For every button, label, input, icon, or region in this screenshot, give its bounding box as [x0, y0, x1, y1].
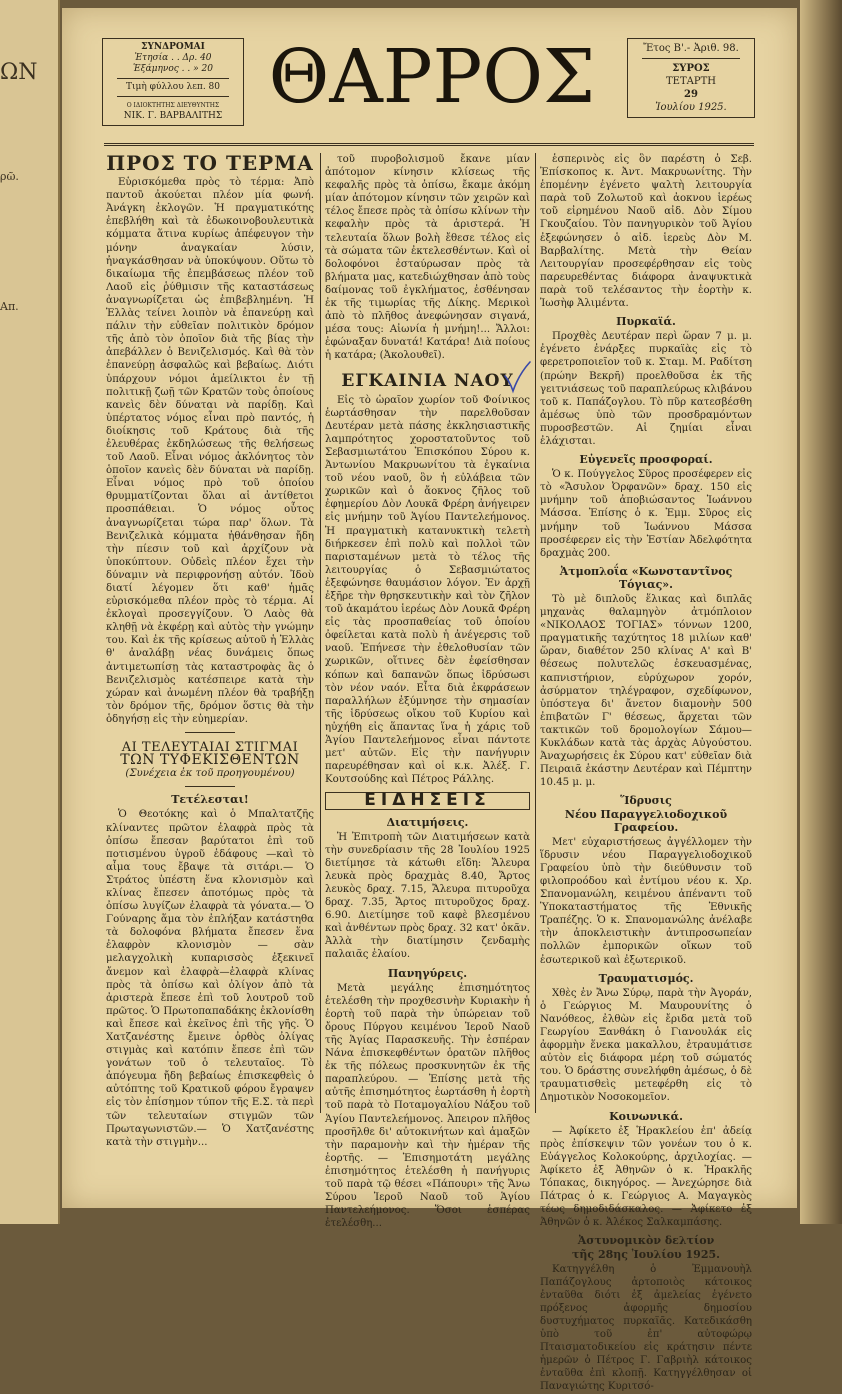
article-body: — Ἀφίκετο ἐξ Ἡρακλείου ἐπ' ἀδείᾳ πρὸς ἐπίσκεψιν τῶν γονέων του ὁ κ. Εὐάγγελος Κολοκούρης, ἀρχιλοχίας. — Ἀφίκετο ἐξ Ἀθηνῶν ὁ κ. Ἠρακλῆς Τόπακας, δικηγόρος. — Ἀνεχώρησε διὰ Πάτρας ὁ κ. Γεώργιος Α. Μαγαγκὸς τέως δημοδιδάσκαλος. — Ἀφίκετο ἐξ Ἀθηνῶν ὁ κ. Ἀλέκος Σαλκαμπάσης.: [540, 1125, 752, 1229]
article-body: Μετὰ μεγάλης ἐπισημότητος ἑτελέσθη τὴν προχθεσινὴν Κυριακὴν ἡ ἑορτὴ τοῦ παρὰ τὴν ὑπώρειαν τοῦ ὄρους Πύργου κειμένου Ἱεροῦ Ναοῦ τῆς Ἁγίας Παρασκευῆς. Τὴν ἑσπέραν Νάνα ἐπισκεφθέντων ὁρατῶν πλῆθος ἐκ τῆς πόλεως προσκυνητῶν ἐκ τῆς παραπλεύρου. — Ἐπίσης μετὰ τῆς αὐτῆς ἐπισημότητος ἑωρτάσθη ἡ ἑορτὴ τοῦ παρὰ τὸ Ποταμογαλίου Νάξου τοῦ Ἁγίου Παντελεήμονος. Ἀπειρον πλῆθος προσῆλθε δι' αὐτοκινήτων καὶ ἁμαξῶν τὴν παραμονὴν καὶ τὴν ἡμέραν τῆς ἑορτῆς. — Ἐπισημοτάτη μεγάλης ἐπισημότητος ἑτελέσθη ἡ πανήγυρις τοῦ παρὰ τῷ θέσει «Πάπουρι» τῆς Ἄνω Σύρου Ἱεροῦ Ναοῦ τοῦ Ἁγίου Παντελεήμονος. Ὅσοι ἑσπέρας ἐτελέσθη...: [325, 982, 530, 1230]
article-body: Ἡ Ἐπιτροπὴ τῶν Διατιμήσεων κατὰ τὴν συνεδρίασιν τῆς 28 Ἰουλίου 1925 διετίμησε τὰ κάτωθι εἴδη: Ἄλευρα λευκὰ πρὸς δραχμὰς 8.40, Ἄρτος λευκὸς δραχ. 7.15, Ἄλευρα πιτυροῦχα δραχ. 7.35, Ἄρτος πιτυροῦχος δραχ. 6.90. Διετίμησε τοῦ καφὲ βλεσμένου καὶ ἀνθέντων πρὸς δραχ. 32 κατ' ὀκᾶν. Ἀλλὰ τὴν διατίμησιν ζενδαμὴς παλαιᾶς ἐλαίου.: [325, 831, 530, 961]
article-body: Ὁ Θεοτόκης καὶ ὁ Μπαλτατζῆς κλίναντες πρῶτον ἐλαφρὰ πρὸς τὰ ὀπίσω ἔπεσαν βαρύτατοι ἐπὶ τοῦ ποτισμένου ὑγροῦ ἐδάφους —καὶ τὸ αἷμα τους ἔβαψε τὰ σιτάρι.— Ὁ Στράτος ὑπέστη ἕνα κλονισμὸν καὶ κλίνας ἔπεσεν ἀποτόμως πρὸς τὰ ὀπίσω λυγίζων ἐλαφρὰ τὰ γόνατα.— Ὁ Γούναρης ἅμα τὸν ἐπλήξαν κατάστηθα τὰ δολοφόνα βλήματα ἔπεσεν ἕνα ἐλαφρὸν κλονισμὸν — σὰν μελαγχολικὴ κυπαρισσὸς ἐξεκινεῖ ἄνεμον καὶ ἐλαφρὰ—ἐλαφρὰ κλίνας πρὸς τὰ ὀπίσω καὶ ὀλίγον ἀπὸ τὰ ἀριστερὰ ἔπεσε ἐπὶ τοῦ λουτροῦ τοῦ πρῶτος. Ὁ Πρωτοπαπαδάκης ἐκλονίσθη καὶ ἔπεσε καὶ ἐκεῖνος ἐπὶ τῆς γῆς. Ὁ Χατζανέστης ἔμεινε ὀρθὸς ὀλίγας στιγμὰς καὶ κατόπιν ἔπεσε ἐπὶ τῶν γονάτων τοῦ ὁ τελευταῖος. Τὸ ἀπόγευμα ἤδη βεβαίως ἐπισκεφθεὶς ὁ αὐτόπτης τοῦ Κρατικοῦ φόρου ἔγραψεν εἰς τὸν ἐπίσημον τύπον τῆς Ε.Σ. τὰ περὶ τῶν τελευταίων στιγμῶν τῶν Πρωταγωνιστῶν.— Ὁ Χατζανέστης κατὰ τὴν στιγμὴν...: [106, 809, 314, 1148]
section-subheading: Διατιμήσεις.: [386, 815, 469, 829]
issue-month-year: Ἰουλίου 1925.: [655, 102, 727, 113]
article-body: Ὁ κ. Πούγγελος Σῦρος προσέφερεν εἰς τὸ «Ἄσυλον Ὀρφανῶν» δραχ. 150 εἰς μνήμην τοῦ ἀποβιώσαντος Ἰωάννου Μάσσα. Ἐπίσης ὁ κ. Ἐμμ. Σῦρος εἰς μνήμην τοῦ Ἰωάννου Μάσσα προσέφερεν εἰς τὴν Ἑστίαν Ἀδελφότητα δραχμὰς 200.: [540, 469, 752, 559]
section-subheading: Πανηγύρεις.: [387, 966, 468, 980]
article-body: Τὸ μὲ διπλοῦς ἕλικας καὶ διπλᾶς μηχανὰς θαλαμηγὸν ἀτμόπλοιον «ΝΙΚΟΛΑΟΣ ΤΟΓΙΑΣ» τόννων 1200, πραγματικῆς ταχύτητος 18 μιλίων καθ' ὥραν, διαθέτον 250 κλίνας Α' καὶ Β' θέσεως πολυτελῶς ἐσκευασμένας, καπνιστήριον, εὐρύχωρον χορόν, ἀσύρματον τηλέγραφον, σχεδίφωνον, ὑπόστεγα δι' ἄνετον διαμονὴν 500 ἐπιβατῶν Γ' θέσεως, ἄρχεται τῶν τακτικῶν τοῦ δρομολογίων Σάμου—Κυκλάδων κατὰ τὰς ἀρχὰς Αὐγούστου. Ἀναχωρήσεις ἐκ Σύρου κατ' εὐθεῖαν διὰ Πειραιᾶ ἑκάστην Δευτέραν καὶ Πέμπτην 10.45 μ. μ.: [540, 594, 752, 789]
article-body: Εἰς τὸ ὡραῖον χωρίον τοῦ Φοίνικος ἑωρτάσθησαν τὴν παρελθοῦσαν Δευτέραν μετὰ πάσης ἐκκλησιαστικῆς λαμπρότητος χοροστατοῦντος τοῦ Σεβασμιωτάτου Ἐπισκόπου Σύρου κ. Ἀντωνίου Μακρυωνίτου τὰ ἐγκαίνια τοῦ νέου ναοῦ, ὃν ἡ εὐλάβεια τῶν χωρικῶν καὶ ὁ ἄοκνος ζῆλος τοῦ ἐφημερίου Δὸν Λουκᾶ Φρέρη ἀνήγειρεν εἰς μνήμην τοῦ Ἁγίου Παντελεήμονος. Ἡ πραγματικὴ κατανυκτικὴ τελετὴ διήρκεσεν ἐπὶ πολὺ καὶ πολλοὶ τῶν παρισταμένων μετὰ τὸ τέλος τῆς λειτουργίας ὁ Σεβασμιώτατος ἐξεφώνησε θαυμάσιον λόγον. Ἐν ἀρχῇ ἐξῆρε τὴν θρησκευτικὴν καὶ τὸν ζῆλον τοῦ ἀκαμάτου ἱερέως Δὸν Λουκᾶ Φρέρη εἰς τὰς προσπαθείας τοῦ ὁποίου ὀφείλεται κατὰ πολὺ ἡ ἀνέγερσις τοῦ ναοῦ. Ἐπήνεσε τὴν ἐθελοθυσίαν τῶν χωρικῶν, οἵτινες δὲν ἐφείσθησαν κόπων καὶ δαπανῶν ὅπως ἱδρύσωσι τὸν νέον ναόν. Εἶτα διὰ ἐκφράσεων παραλλήλων ἐξύμνησε τὴν σημασίαν τῆς ἱδρύσεως οἴκου τοῦ Κυρίου καὶ ηὐχήθη εἰς ἅπαντας ἵνα ἡ χάρις τοῦ Ἁγίου Παντελεήμονος εἶναι πάντοτε μετ' αὐτῶν. Εἰς τὴν πανήγυριν παρευρέθησαν καὶ οἱ κ.κ. Ἀλέξ. Γ. Κουτσούδης καὶ Πέτρος Ράλλης.: [325, 394, 530, 786]
issue-day: 29: [684, 89, 698, 100]
section-subheading: Ἀστυνομικὸν δελτίον: [577, 1234, 715, 1248]
issue-price: Τιμὴ φύλλου λεπ. 80: [125, 82, 221, 92]
handwritten-check-mark-icon: [502, 360, 532, 394]
section-subheading: Τραυματισμός.: [598, 971, 694, 985]
prev-page-fragment: ΩΝ: [0, 60, 38, 85]
director-name: ΝΙΚ. Γ. ΒΑΡΒΑΛΙΤΗΣ: [123, 111, 223, 121]
article-separator: [185, 786, 235, 787]
issue-box: [627, 38, 755, 118]
subscriptions-heading: ΣΥΝΔΡΟΜΑΙ: [141, 42, 205, 52]
article-headline: ΑΙ ΤΕΛΕΥΤΑΙΑΙ ΣΤΙΓΜΑΙ: [121, 740, 299, 756]
article-headline: ΤΩΝ ΤΥΦΕΚΙΣΘΕΝΤΩΝ: [120, 752, 300, 769]
column-divider: [535, 153, 536, 1113]
section-subheading: Πυρκαϊά.: [616, 315, 676, 329]
section-subheading: Κοινωνικά.: [609, 1109, 683, 1123]
newspaper-page: [62, 8, 797, 1393]
article-body: Κατηγγέλθη ὁ Ἐμμανουὴλ Παπάζογλους ἀρτοποιὸς κάτοικος ἐνταῦθα διότι ἐξ ἀμελείας ἐγένετο πρόξενος ἀφορμῆς δημοσίου δυστυχήματος πυρκαϊᾶς. Κατεδικάσθη ὑπὸ τοῦ ἐπ' αὐτοφώρῳ Πταισματοδικείου εἰς κράτησιν πέντε ἡμερῶν ὁ Πέτρος Γ. Γαβριὴλ κάτοικος ἐνταῦθα ἐπὶ κλοπῇ. Κατηγγέλθησαν οἱ Παναγιώτης Κυριτσό-: [540, 1263, 752, 1393]
article-separator: [185, 732, 235, 733]
article-body: Προχθὲς Δευτέραν περὶ ὥραν 7 μ. μ. ἐγένετο ἐνάρξες πυρκαϊὰς εἰς τὸ φερετροποιεῖον τοῦ κ. Σταμ. Μ. Ραδίτση (πρώην Βεκρῆ) προελθοῦσα ἐκ τῆς γειτνιάσεως τοῦ παραπλεύρως κλιβάνου τοῦ κ. Παπάζογλου. Τὸ πῦρ κατεσβέσθη ἀμέσως ὑπὸ τῶν προσδραμόντων πυροσβεστῶν. Αἱ ζημίαι εἶναι ἐλάχισται.: [540, 331, 752, 447]
section-subheading: Ἵδρυσις: [620, 794, 672, 808]
article-headline: ΕΓΚΑΙΝΙΑ ΝΑΟΥ: [341, 370, 514, 391]
masthead-rule: [104, 143, 754, 146]
middle-column: [325, 153, 530, 1230]
article-body: τοῦ πυροβολισμοῦ ἔκανε μίαν ἀπότομον κίνησιν κλίσεως τῆς κεφαλῆς πρὸς τὰ ὀπίσω, ἔκαμε ἀκόμη μίαν ἀπότομον κίνησιν τῶν χειρῶν καὶ τέλος ἔπεσε πρὸς τὰ ὀπίσω κλίνων τὴν κεφαλὴν πρὸς τὰ ἀριστερά. Ἡ τελευταία ὅλων βολὴ ἔθεσε τέλος εἰς τὰ σώματα τῶν ἐκτελεσθέντων. Καὶ οἱ δολοφόνοι ἐσταύρωσαν πρὸς τὰ βλήματα μας, κατεδιώχθησαν ἀπὸ τοὺς δαίμονας τοῦ ἐγκλήματος, ἐσθένησαν ἐκ τῆς τιμωρίας τῆς Δίκης. Μερικοὶ ἀπὸ τὸ πλῆθος ἀνεφώνησαν σιγανά, μέσα τους: Αἰωνία ἡ μνήμη!... Ἄλλοι: ἐφώναξαν δυνατά! Κατάρα! Διὰ ποίους ἡ κατάρα; (Ἀκολουθεῖ).: [325, 154, 530, 362]
continuation-note: (Συνέχεια ἐκ τοῦ προηγουμένου): [125, 768, 295, 780]
column-divider: [320, 153, 321, 1113]
prev-page-fragment: ρῶ.: [0, 170, 19, 183]
article-body: Χθὲς ἐν Ἄνω Σύρῳ, παρὰ τὴν Ἀγοράν, ὁ Γεώργιος Μ. Μαυρουνίτης ὁ Νανόθεος, ἐλθὼν εἰς ἔριδα μετὰ τοῦ Γεωργίου Ξανθάκη ὁ Γιανουλάκ εἰς ἀφορμὴν ἕνεκα μακαλλου, ἐτραυμάτισε αὐτὸν εἰς διάφορα μέρη τοῦ σώματός του. Ὁ δράστης συνελήφθη ἀμέσως, ὁ δὲ τραυματισθεὶς μετεφέρθη εἰς τὸ Δημοτικὸν Νοσοκομεῖον.: [540, 987, 752, 1104]
subscription-half: Ἑξάμηνος . . » 20: [133, 64, 213, 74]
article-body: ἑσπερινὸς εἰς ὃν παρέστη ὁ Σεβ. Ἐπίσκοπος κ. Ἀντ. Μακρυωνίτης. Τὴν ἑπομένην ἐγένετο ψαλτὴ λειτουργία παρὰ τοῦ Ζολωτοῦ καὶ ἀοκνου ἱερέως τοῦ εἰρημένου Ναοῦ αἰδ. Δὸν Σίμου Γκουζαίου. Τὸν πανηγυρικὸν τοῦ Ἁγίου ἐξεφώνησεν ὁ αἰδ. ἱερεὺς Δὸν Μ. Βαρβαλίτης. Μετὰ τὴν Θείαν Λειτουργίαν προσεφέρθησαν εἰς τοὺς παρευρεθέντας διάφορα ἀναψυκτικὰ παρὰ τοῦ τελέσαντος τὴν ἑορτὴν κ. Ἰωσὴφ Ἀλιμέντα.: [540, 154, 752, 310]
subscriptions-box: [102, 38, 244, 126]
issue-year-number: Ἔτος Β'.- Ἀριθ. 98.: [643, 43, 739, 54]
article-body: Εὑρισκόμεθα πρὸς τὸ τέρμα: Ἀπὸ παντοῦ ἀκούεται πλέον μία φωνή. Ἀνάγκη ἐκλογῶν. Ἡ πραγματικότης ἐπεβλήθη καὶ τὰ ἐδωκοινοβουλευτικὰ κόμματα ἅτινα κυρίως ἀπέφευγον τὴν μόνην ἀναγκαίαν λύσιν, ἠναγκάσθησαν νὰ ὑποκύψουν. Οὕτω τὸ δικαίωμα τῆς ἐπεμβάσεως πλέον τοῦ Λαοῦ εἰς ῥύθμισιν τῆς καταστάσεως ἀναγνωρίζεται ὡς ἐπιβεβλημένη. Ἡ Ἑλλὰς τείνει λοιπὸν νὰ ἐπανεύρῃ καὶ πάλιν τὴν εὐθεῖαν πολιτικὸν δρόμον τῆς ἀπὸ τὸν ὁποῖον διὰ τῆς βίας τὴν ἀπεβάλλεν ὁ Βενιζελισμός. Καὶ θὰ τὸν ἐπανεύρῃ ἀσφαλῶς καὶ βεβαίως. Διότι ὑπάρχουν νόμοι ἀμείλικτοι ἐν τῇ πολιτικῇ ζωῇ τῶν Κρατῶν τοὺς ὁποίους κανεὶς δὲν δύναται νὰ παρίδῃ. Καὶ ὑπέρτατος νόμος εἶναι πρὸ παντός, ἡ διοίκησις τοῦ Κράτους διὰ τῆς ἐλευθέρας ἐκδηλώσεως τῆς θελήσεως τοῦ Λαοῦ. Εἶναι νόμος ἀκλόνητος τὸν ὁποῖον κανεὶς δὲν δύναται νὰ παρίδῃ. Εἶναι νόμος πρὸ τοῦ ὁποίου θρυμματίζονται ὅλαι αἱ ἀντίθετοι προσπάθειαι. Ὁ νόμος οὗτος ἀναγνωρίζεται τώρα παρ' ὅλων. Τὰ Βενιζελικὰ κόμματα ἠθάνθησαν ἤδη τὴν πίεσιν τοῦ καὶ ἀρχίζουν νὰ ὑποκύπτουν. Οὐδεὶς πλέον ἔχει τὴν δύναμιν νὰ περιφρονήσῃ αὐτόν. Ἰδοὺ διατί λέγομεν ὅτι καθ' ἡμᾶς εὑρισκόμεθα πλέον πρὸς τὸ τέρμα. Αἱ ἐκλογαὶ προσεγγίζουν. Ὁ Λαὸς θὰ κληθῇ νὰ ἐκφέρῃ καὶ αὐτὸς τὴν γνώμην του. Καὶ ἐκ τῆς κρίσεως αὐτοῦ ἡ Ἑλλὰς θ' ἀναλάβῃ νέας δυνάμεις ὅπως ἀντιμετωπίσῃ τὰς καταστροφὰς ἃς ὁ Βενιζελισμὸς κατέσπειρε κατὰ τὴν χώραν καὶ ἀνωμένη πλέον θὰ τραβήξῃ τὸν δρόμον τῆς, δρόμον ὅστις θὰ τὴν ὁδηγήσῃ εἰς τὴν εὐημερίαν.: [106, 177, 314, 725]
article-headline: ΠΡΟΣ ΤΟ ΤΕΡΜΑ: [106, 151, 314, 175]
section-subheading: Ἀτμοπλοΐα «Κωνσταντῖνος Τόγιας».: [559, 564, 733, 591]
next-pages-edge: [800, 0, 842, 1224]
section-subheading: Εὐγενεῖς προσφοραί.: [579, 453, 713, 467]
section-subheading: Νέου Παραγγελιοδοχικοῦ Γραφείου.: [564, 807, 728, 834]
prev-page-fragment: Απ.: [0, 300, 19, 313]
previous-page-edge: [0, 0, 60, 1224]
right-column: [540, 153, 752, 1394]
article-body: Μετ' εὐχαριστήσεως ἀγγέλλομεν τὴν ἵδρυσιν νέου Παραγγελιοδοχικοῦ Γραφείου ὑπὸ τὴν διεύθυνσιν τοῦ φιλοπροόδου καὶ ἐντίμου νέου κ. Χρ. Σπανομανώλη, κειμένου ἀπέναντι τοῦ Ὑποκαταστήματος τῆς Ἐθνικῆς Τραπέζης. Ὁ κ. Σπανομανώλης ἀνέλαβε τὴν ἀποκλειστικὴν ἀντιπροσωπείαν πολλῶν ἐμπορικῶν οἴκων τοῦ ἐσωτερικοῦ καὶ ἐξωτερικοῦ.: [540, 836, 752, 966]
newspaper-title: ΘΑΡΡΟΣ: [268, 34, 596, 120]
director-label: Ο ΙΔΙΟΚΤΗΤΗΣ ΔΙΕΥΘΥΝΤΗΣ: [126, 102, 220, 109]
issue-place: ΣΥΡΟΣ: [672, 63, 710, 74]
issue-weekday: ΤΕΤΑΡΤΗ: [666, 76, 716, 87]
section-subheading: Τετέλεσται!: [171, 793, 249, 807]
subscription-yearly: Ἐτησία . . Δρ. 40: [134, 53, 212, 63]
news-section-header: ΕΙΔΗΣΕΙΣ: [325, 792, 530, 809]
section-subheading: τῆς 28ης Ἰουλίου 1925.: [572, 1247, 720, 1261]
left-column: [106, 153, 314, 1149]
